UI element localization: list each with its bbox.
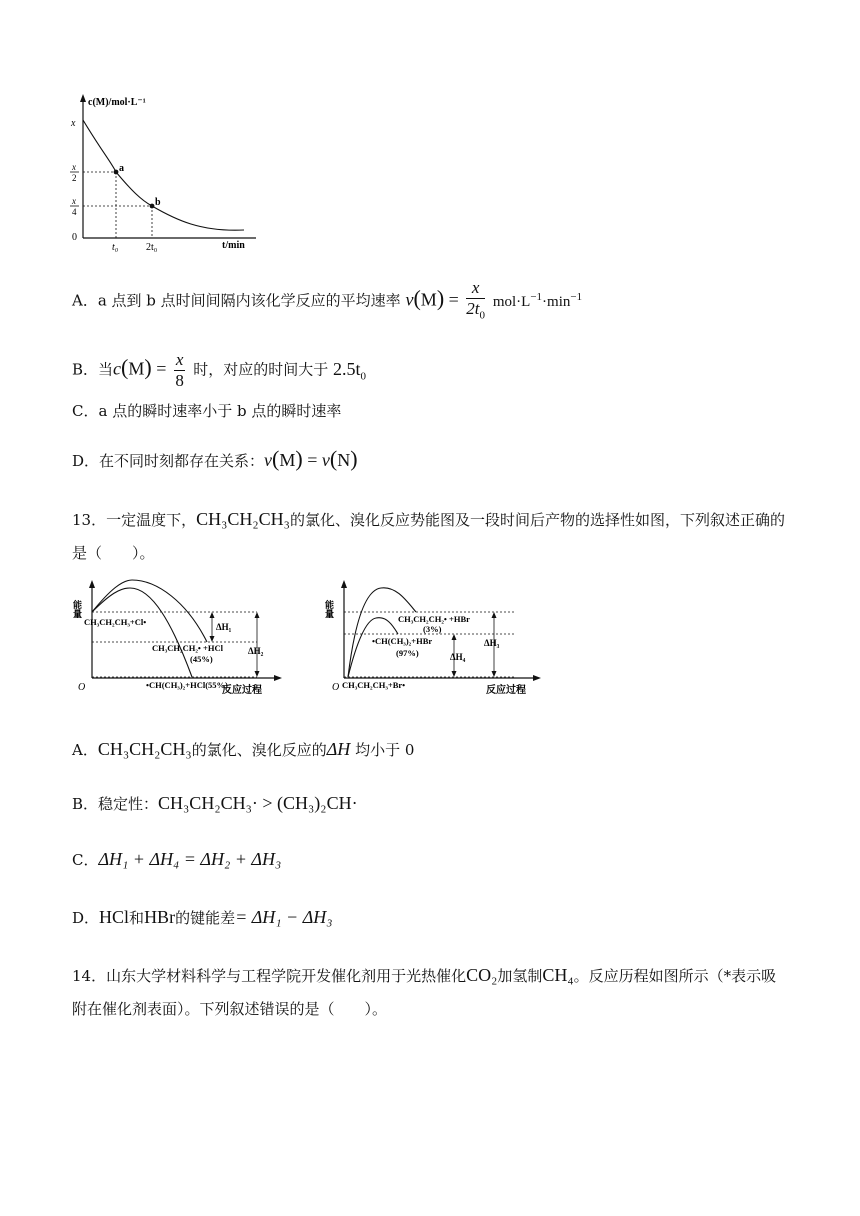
option-a-text: A．a 点到 b 点时间间隔内该化学反应的平均速率 xyxy=(72,291,401,310)
propane-formula: CH₃CH₂CH₃ xyxy=(97,739,192,759)
x-axis-label: 反应过程 xyxy=(486,685,526,696)
delta-h3-label: ΔH₃ xyxy=(484,638,500,648)
hbr-formula: HBr xyxy=(144,907,176,927)
option-a-mid: 的氯化、溴化反应的 xyxy=(191,741,327,759)
rate-fraction xyxy=(466,278,485,325)
option-13-b xyxy=(72,792,358,815)
y-tick-zero: 0 xyxy=(72,232,77,243)
delta-h1-label: ΔH₁ xyxy=(216,622,232,632)
q13-stem-a: 13．一定温度下， xyxy=(72,511,197,529)
species-m: M xyxy=(420,289,437,310)
reactant-label: CH₃CH₂CH₃+Cl• xyxy=(84,617,147,627)
y-axis-label: 能量 xyxy=(72,600,82,618)
q14-stem-d: 附在催化剂表面）。下列叙述错误的是（ ）。 xyxy=(72,1000,388,1018)
bond-energy-equation: = ΔH₁ − ΔH₃ xyxy=(235,907,333,927)
radical-right: (CH₃)₂CH· xyxy=(277,793,358,813)
y-tick-half-den: 2 xyxy=(72,173,77,183)
unit-sup-1: −1 xyxy=(530,290,543,303)
species-m: M xyxy=(128,358,145,379)
rate-symbol: v xyxy=(405,289,414,310)
question-14-line-2 xyxy=(72,998,387,1020)
species-n: N xyxy=(337,450,351,470)
product-2-label: •CH(CH₃)₂+HBr xyxy=(372,636,433,646)
point-b-label: b xyxy=(155,197,161,208)
option-a-suffix: 均小于 0 xyxy=(355,741,415,759)
y-tick-x: x xyxy=(71,118,76,129)
option-d-and: 和 xyxy=(129,909,145,927)
ch4-formula: CH₄ xyxy=(542,965,574,985)
question-13-line-2 xyxy=(72,542,155,564)
option-d-prefix: D． xyxy=(72,909,100,927)
enthalpy-symbol: ΔH xyxy=(326,739,351,759)
option-d-mid: 的键能差 xyxy=(175,909,236,927)
conc-symbol: c xyxy=(113,358,122,379)
option-c-text: C．a 点的瞬时速率小于 b 点的瞬时速率 xyxy=(72,402,342,420)
bromination-energy-figure xyxy=(326,578,546,712)
option-12-d: D．在不同时刻都存在关系：v(M) = v(N) xyxy=(72,446,358,471)
y-tick-quarter-den: 4 xyxy=(72,207,77,217)
option-12-c xyxy=(72,400,341,422)
q14-stem-b: 加氢制 xyxy=(497,967,543,985)
origin-label: O xyxy=(78,682,86,693)
denominator-subscript: 0 xyxy=(479,309,486,322)
greater-than: > xyxy=(262,793,273,813)
product-2-label: •CH(CH₃)₂+HCl(55%) xyxy=(146,680,228,690)
unit-mol-l: mol·L xyxy=(492,293,531,310)
y-tick-half-num: x xyxy=(72,162,76,172)
y-tick-quarter-num: x xyxy=(72,196,76,206)
product-1-label: CH₃CH₂CH₂• +HCl xyxy=(152,643,223,653)
x-tick-2t0: 2t₀ xyxy=(146,242,158,253)
rate-symbol-1: v xyxy=(264,450,273,470)
conc-fraction xyxy=(174,350,186,391)
option-13-c xyxy=(72,848,281,871)
co2-formula: CO₂ xyxy=(466,965,498,985)
product-2-selectivity: (97%) xyxy=(396,648,419,658)
q13-stem-c: 是（ ）。 xyxy=(72,544,155,562)
y-axis-label: 能量 xyxy=(324,600,334,618)
unit-min: ·min xyxy=(542,293,571,310)
y-axis-label: c(M)/mol·L⁻¹ xyxy=(88,97,146,108)
q14-stem-a: 14．山东大学材料科学与工程学院开发催化剂用于光热催化 xyxy=(72,967,467,985)
option-c-prefix: C． xyxy=(72,851,99,869)
origin-label: O xyxy=(332,682,340,693)
reactant-label: CH₃CH₂CH₃+Br• xyxy=(342,680,406,690)
fraction-numerator: x xyxy=(175,350,184,369)
option-b-prefix: B．当 xyxy=(72,360,114,379)
x-axis-label: 反应过程 xyxy=(222,685,262,696)
q13-stem-b: 的氯化、溴化反应势能图及一段时间后产物的选择性如图，下列叙述正确的 xyxy=(289,511,785,529)
rate-symbol-2: v xyxy=(321,450,330,470)
product-1-label: CH₃CH₂CH₂• +HBr xyxy=(398,614,470,624)
hcl-formula: HCl xyxy=(99,907,130,927)
option-b-mid: 时，对应的时间大于 xyxy=(193,360,329,379)
q14-stem-c: 。反应历程如图所示（*表示吸 xyxy=(573,967,777,985)
delta-h2-label: ΔH₂ xyxy=(248,646,264,656)
delta-h4-label: ΔH₄ xyxy=(450,652,466,662)
x-axis-label: t/min xyxy=(222,240,245,251)
option-a-prefix: A． xyxy=(72,741,98,759)
option-b-prefix: B．稳定性： xyxy=(72,795,159,813)
point-a-label: a xyxy=(119,163,124,174)
x-tick-t0: t₀ xyxy=(112,242,119,253)
time-value: 2.5t xyxy=(332,358,361,379)
time-subscript: 0 xyxy=(360,370,366,383)
product-1-selectivity: (45%) xyxy=(190,654,213,664)
question-13-line-1 xyxy=(72,508,785,531)
question-14-line-1 xyxy=(72,964,776,987)
option-12-b: B．当c(M) = $\frac{x}{8}$ 时，对应的时间大于 $2.5t_0$ xyxy=(72,350,366,390)
concentration-time-figure xyxy=(66,92,266,254)
propane-formula: CH₃CH₂CH₃ xyxy=(196,509,290,529)
chlorination-energy-figure xyxy=(72,578,288,712)
option-12-a: A．a 点到 b 点时间间隔内该化学反应的平均速率 v(M) = $\frac{x}{2t_0}$ $mol\cdot L^{-1}\cdot\min^{-1}$ xyxy=(72,278,582,325)
fraction-denominator: 8 xyxy=(175,371,184,390)
unit-sup-2: −1 xyxy=(570,290,583,303)
option-d-prefix: D．在不同时刻都存在关系： xyxy=(72,452,265,470)
species-m: M xyxy=(279,450,296,470)
fraction-denominator: 2t xyxy=(466,299,480,318)
fraction-numerator: x xyxy=(466,278,485,299)
option-13-a xyxy=(72,738,414,761)
radical-left: CH₃CH₂CH₃· xyxy=(158,793,258,813)
option-13-d xyxy=(72,906,333,929)
product-1-selectivity: (3%) xyxy=(423,624,442,634)
enthalpy-equation: ΔH₁ + ΔH₄ = ΔH₂ + ΔH₃ xyxy=(98,849,282,869)
